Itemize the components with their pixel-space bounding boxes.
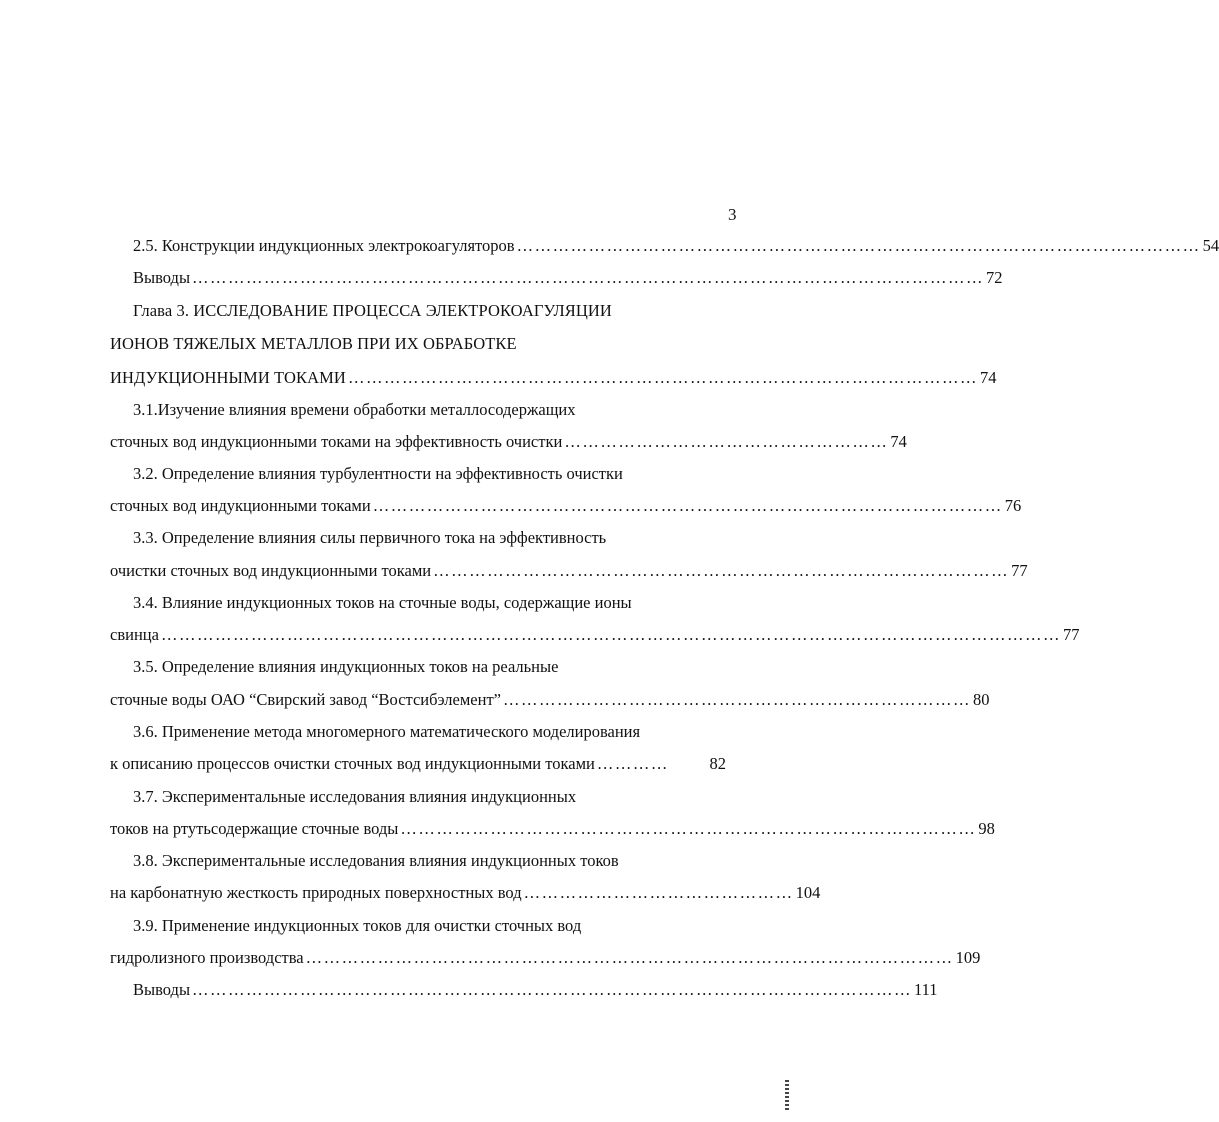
toc-entry-3-7-line-1: 3.7. Экспериментальные исследования влияния индукционных (133, 787, 577, 806)
toc-entry-page: 76 (1004, 496, 1022, 515)
toc-entry-text: сточных вод индукционными токами на эффективность очистки (110, 432, 563, 451)
toc-entry-text: Выводы (133, 268, 191, 287)
toc-entry-3-5-line-1: 3.5. Определение влияния индукционных токов на реальные (133, 657, 559, 676)
toc-entry-text: гидролизного производства (110, 948, 304, 967)
toc-entry-text: очистки сточных вод индукционными токами (110, 561, 432, 580)
toc-entry-3-2-line-1: 3.2. Определение влияния турбулентности на эффективность очистки (133, 464, 623, 483)
toc-entry-3-1-line-2 (110, 430, 907, 454)
toc-entry-3-9-line-1: 3.9. Применение индукционных токов для очистки сточных вод (133, 916, 582, 935)
toc-entry-text: ИНДУКЦИОННЫМИ ТОКАМИ (110, 368, 346, 387)
toc-entry-page: 74 (890, 432, 907, 451)
toc-entry-text: на карбонатную жесткость природных поверхностных вод (110, 883, 522, 902)
toc-leader-dots: …………………………………………………………………………………… (400, 819, 977, 838)
toc-chapter-3-line-1: Глава 3. ИССЛЕДОВАНИЕ ПРОЦЕССА ЭЛЕКТРОКОАГУЛЯЦИИ (133, 301, 612, 320)
toc-leader-dots: …………………………………………………………………………………………………… (516, 236, 1201, 255)
toc-entry-page: 82 (709, 754, 726, 773)
toc-entry-3-8-line-2 (110, 881, 821, 905)
toc-entry-text: Выводы (133, 980, 191, 999)
toc-leader-dots: …………………………………………………………………………………………………………………… (192, 268, 985, 287)
toc-leader-dots: …………………………………………………………………………………… (433, 561, 1010, 580)
toc-entry-3-4-line-2 (110, 623, 1080, 647)
toc-leader-dots: …………………………………………………………………… (502, 690, 971, 709)
toc-entry-page: 74 (979, 368, 997, 387)
toc-entry-text: 2.5. Конструкции индукционных электрокоагуляторов (133, 236, 515, 255)
toc-entry-page: 80 (972, 690, 990, 709)
toc-entry-page: 72 (986, 268, 1003, 287)
toc-entry-3-1-line-1: 3.1.Изучение влияния времени обработки металлосодержащих (133, 400, 576, 419)
toc-entry-page: 98 (978, 819, 995, 838)
toc-entry-3-9-line-2 (110, 946, 981, 970)
toc-entry-page: 77 (1062, 625, 1080, 644)
toc-leader-dots: ………………………………………………………………………………………………………… (192, 980, 913, 999)
toc-entry-conclusions-ch2 (133, 266, 1003, 290)
toc-entry-3-7-line-2 (110, 817, 995, 841)
toc-entry-text: сточных вод индукционными токами (110, 496, 371, 515)
toc-entry-3-3-line-1: 3.3. Определение влияния силы первичного тока на эффективность (133, 528, 607, 547)
toc-leader-dots: …………………………………………………………………………………………… (347, 368, 978, 387)
toc-leader-dots: ……………………………………… (523, 883, 794, 902)
toc-leader-dots: ………… (596, 754, 669, 773)
toc-leader-dots: ……………………………………………… (564, 432, 889, 451)
toc-entry-text: сточные воды ОАО “Свирский завод “Востсибэлемент” (110, 690, 501, 709)
toc-entry-3-6-line-1: 3.6. Применение метода многомерного математического моделирования (133, 722, 641, 741)
toc-entry-text: свинца (110, 625, 159, 644)
toc-entry-3-8-line-1: 3.8. Экспериментальные исследования влияния индукционных токов (133, 851, 619, 870)
toc-leader-dots: …………………………………………………………………………………………… (372, 496, 1003, 515)
toc-entry-3-5-line-2 (110, 688, 990, 712)
toc-chapter-3-line-3 (110, 366, 997, 390)
toc-entry-page: 109 (955, 948, 981, 967)
toc-entry-text: к описанию процессов очистки сточных вод индукционными токами (110, 754, 595, 773)
toc-entry-page: 104 (795, 883, 821, 902)
scan-edge-mark (785, 1080, 789, 1110)
page-number: 3 (728, 205, 737, 224)
toc-entry-3-6-line-2 (110, 752, 726, 776)
toc-entry-3-3-line-2 (110, 559, 1028, 583)
toc-entry-page: 54 (1202, 236, 1219, 255)
toc-entry-3-2-line-2 (110, 494, 1022, 518)
toc-entry-2-5 (133, 234, 1219, 258)
toc-entry-page: 111 (914, 980, 938, 999)
toc-chapter-3-line-2: ИОНОВ ТЯЖЕЛЫХ МЕТАЛЛОВ ПРИ ИХ ОБРАБОТКЕ (110, 334, 517, 353)
toc-leader-dots: …………………………………………………………………………………………………………………………………… (160, 625, 1061, 644)
toc-leader-dots: ……………………………………………………………………………………………… (305, 948, 954, 967)
toc-entry-conclusions-ch3 (133, 978, 938, 1002)
toc-entry-page: 77 (1011, 561, 1028, 580)
toc-entry-3-4-line-1: 3.4. Влияние индукционных токов на сточные воды, содержащие ионы (133, 593, 632, 612)
toc-entry-text: токов на ртутьсодержащие сточные воды (110, 819, 399, 838)
